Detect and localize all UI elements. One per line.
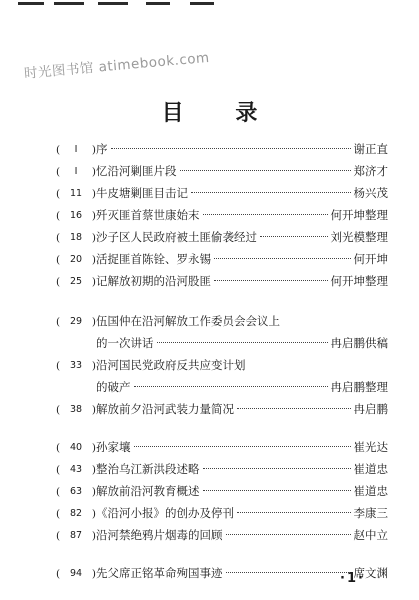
toc-entry[interactable] xyxy=(56,182,388,204)
entry-title-continuation: 的一次讲话 xyxy=(96,336,154,350)
entry-page: ( 43 ) xyxy=(56,464,96,476)
entry-title: 先父席正铭革命殉国事迹 xyxy=(96,566,223,580)
dot-leader xyxy=(203,490,351,491)
entry-page: ( 18 ) xyxy=(56,232,96,244)
entry-title: 《沿河小报》的创办及停刊 xyxy=(96,506,234,520)
dot-leader xyxy=(203,468,351,469)
toc-entry[interactable] xyxy=(56,248,388,270)
toc-entry[interactable] xyxy=(56,270,388,292)
entry-page: ( 29 ) xyxy=(56,316,96,328)
page-title: 目 录 xyxy=(161,101,280,126)
dot-leader xyxy=(214,258,351,259)
entry-title: 沙子区人民政府被土匪偷袭经过 xyxy=(96,230,257,244)
page-number: ·1· xyxy=(340,571,365,586)
entry-page: ( 94 ) xyxy=(56,568,96,580)
entry-author: 刘光模整理 xyxy=(330,230,388,244)
entry-title: 沿河国民党政府反共应变计划 xyxy=(96,358,246,372)
dot-leader xyxy=(157,342,328,343)
entry-title: 孙家壤 xyxy=(96,440,131,454)
dot-leader xyxy=(237,512,351,513)
entry-page: ( 82 ) xyxy=(56,508,96,520)
toc-entry[interactable] xyxy=(56,480,388,502)
top-rule xyxy=(146,2,170,5)
entry-page: ( Ⅰ ) xyxy=(56,166,96,178)
entry-page: ( 40 ) xyxy=(56,442,96,454)
toc-entry[interactable] xyxy=(56,458,388,480)
toc-entry[interactable] xyxy=(56,398,388,420)
entry-title: 沿河禁绝鸦片烟毒的回顾 xyxy=(96,528,223,542)
entry-page: ( 16 ) xyxy=(56,210,96,222)
dot-leader xyxy=(134,446,351,447)
entry-author: 崔光达 xyxy=(353,440,388,454)
dot-leader xyxy=(191,192,351,193)
entry-page: ( 63 ) xyxy=(56,486,96,498)
toc-entry[interactable] xyxy=(56,138,388,160)
entry-title: 歼灭匪首蔡世康始末 xyxy=(96,208,200,222)
watermark: 时光图书馆 atimebook.com xyxy=(23,49,211,82)
entry-page: ( 33 ) xyxy=(56,360,96,372)
entry-author: 冉启鹏供稿 xyxy=(330,336,388,350)
toc-entry[interactable] xyxy=(56,310,388,354)
entry-title: 记解放初期的沿河股匪 xyxy=(96,274,211,288)
entry-page: ( Ⅰ ) xyxy=(56,144,96,156)
toc-entry[interactable] xyxy=(56,160,388,182)
entry-author: 席文渊 xyxy=(353,566,388,580)
entry-author: 郑济才 xyxy=(353,164,388,178)
top-rule xyxy=(190,2,214,5)
entry-author: 何开坤整理 xyxy=(330,208,388,222)
entry-title: 整治乌江新洪段述略 xyxy=(96,462,200,476)
dot-leader xyxy=(180,170,351,171)
entry-page: ( 20 ) xyxy=(56,254,96,266)
entry-author: 冉启鹏 xyxy=(353,402,388,416)
entry-author: 崔道忠 xyxy=(353,462,388,476)
entry-author: 何开坤整理 xyxy=(330,274,388,288)
entry-author: 赵中立 xyxy=(353,528,388,542)
entry-page: ( 87 ) xyxy=(56,530,96,542)
entry-page: ( 11 ) xyxy=(56,188,96,200)
entry-author: 何开坤 xyxy=(353,252,388,266)
entry-title-continuation: 的破产 xyxy=(96,380,131,394)
top-rule xyxy=(98,2,128,5)
entry-title: 活捉匪首陈铨、罗永锡 xyxy=(96,252,211,266)
entry-title: 解放前夕沿河武装力量简况 xyxy=(96,402,234,416)
toc-entry[interactable] xyxy=(56,204,388,226)
toc-entry[interactable] xyxy=(56,226,388,248)
entry-page: ( 38 ) xyxy=(56,404,96,416)
dot-leader xyxy=(203,214,328,215)
entry-title: 伍国仲在沿河解放工作委员会会议上 xyxy=(96,314,280,328)
toc-entry[interactable] xyxy=(56,562,388,584)
top-rules xyxy=(18,0,218,8)
entry-author: 崔道忠 xyxy=(353,484,388,498)
dot-leader xyxy=(226,572,351,573)
dot-leader xyxy=(214,280,328,281)
toc-entry[interactable] xyxy=(56,354,388,398)
top-rule xyxy=(18,2,44,5)
dot-leader xyxy=(237,408,351,409)
entry-author: 谢正直 xyxy=(353,142,388,156)
entry-title: 序 xyxy=(96,142,108,156)
toc-entry[interactable] xyxy=(56,524,388,546)
entry-title: 忆沿河剿匪片段 xyxy=(96,164,177,178)
dot-leader xyxy=(260,236,328,237)
entry-author: 杨兴茂 xyxy=(353,186,388,200)
dot-leader xyxy=(226,534,351,535)
toc-entry[interactable] xyxy=(56,436,388,458)
entry-page: ( 25 ) xyxy=(56,276,96,288)
top-rule xyxy=(54,2,84,5)
toc-entry[interactable] xyxy=(56,502,388,524)
table-of-contents xyxy=(56,138,388,584)
entry-title: 解放前沿河教育概述 xyxy=(96,484,200,498)
entry-author: 冉启鹏整理 xyxy=(330,380,388,394)
entry-author: 李康三 xyxy=(353,506,388,520)
entry-title: 牛皮塘剿匪目击记 xyxy=(96,186,188,200)
dot-leader xyxy=(111,148,351,149)
dot-leader xyxy=(134,386,328,387)
